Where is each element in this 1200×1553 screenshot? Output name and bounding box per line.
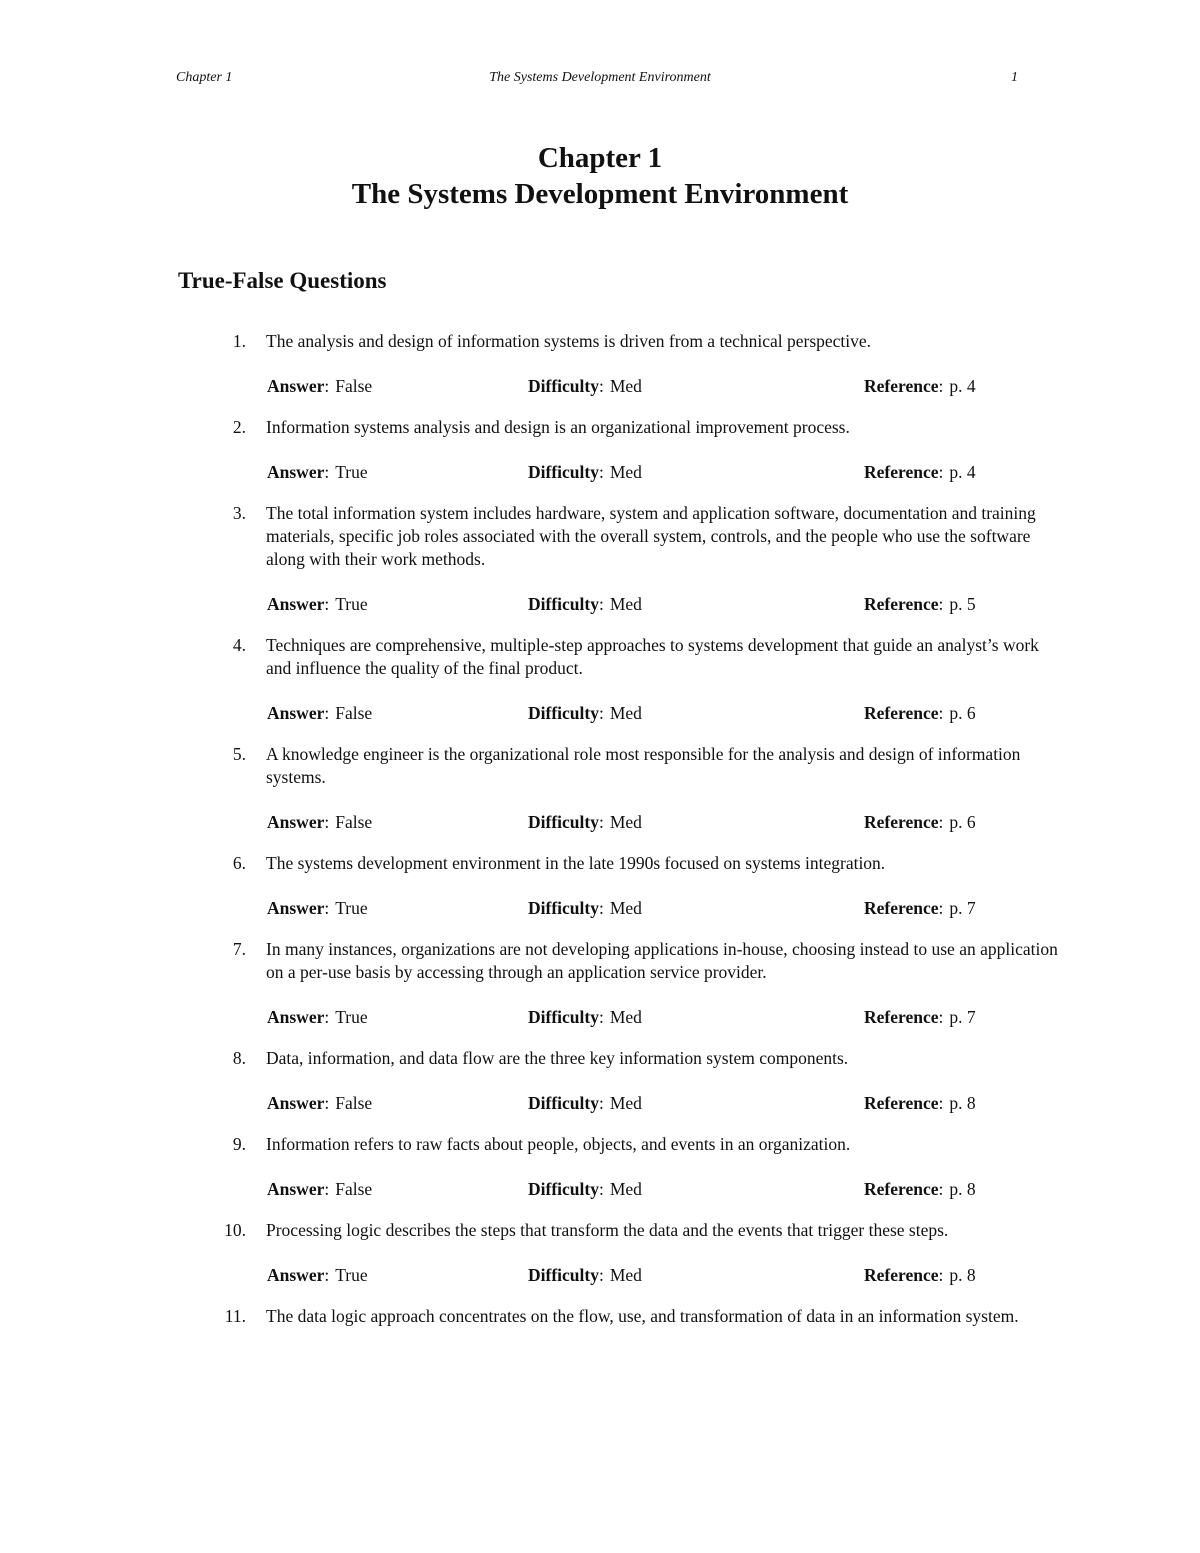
question-number: 7.	[232, 939, 246, 959]
answer-value: False	[335, 1179, 373, 1199]
question-text: The total information system includes hardware, system and application software, documentation and training materials, specific job roles associated with the overall system, controls, and the people who use the software along with their work methods.	[266, 503, 1036, 569]
reference-field	[864, 1178, 976, 1201]
colon: :	[598, 594, 604, 614]
reference-label: Reference	[864, 898, 939, 918]
difficulty-value: Med	[609, 1007, 642, 1027]
difficulty-value: Med	[609, 462, 642, 482]
answer-field	[267, 702, 372, 725]
question-item	[0, 634, 1200, 725]
answer-value: False	[335, 376, 373, 396]
difficulty-field	[528, 1092, 642, 1115]
answer-label: Answer	[267, 376, 325, 396]
section-heading: True-False Questions	[178, 268, 387, 293]
colon: :	[598, 1007, 604, 1027]
header-title: The Systems Development Environment	[489, 70, 711, 85]
colon: :	[938, 703, 944, 723]
reference-value: p. 8	[949, 1265, 976, 1285]
difficulty-field	[528, 1006, 642, 1029]
difficulty-field	[528, 375, 642, 398]
reference-field	[864, 593, 976, 616]
answer-row	[0, 897, 1200, 920]
answer-row	[0, 375, 1200, 398]
header-page-number: 1	[1011, 70, 1018, 85]
reference-value: p. 4	[949, 376, 976, 396]
answer-field	[267, 1178, 372, 1201]
question-item	[0, 416, 1200, 484]
reference-value: p. 7	[949, 1007, 976, 1027]
colon: :	[324, 1093, 330, 1113]
header-chapter: Chapter 1	[176, 70, 233, 85]
colon: :	[938, 594, 944, 614]
colon: :	[938, 812, 944, 832]
answer-label: Answer	[267, 1093, 325, 1113]
colon: :	[598, 1265, 604, 1285]
question-number: 3.	[232, 503, 246, 523]
colon: :	[598, 898, 604, 918]
question-item	[0, 330, 1200, 398]
answer-field	[267, 1006, 368, 1029]
question-item	[0, 1133, 1200, 1201]
colon: :	[324, 898, 330, 918]
colon: :	[938, 898, 944, 918]
answer-field	[267, 897, 368, 920]
difficulty-field	[528, 1178, 642, 1201]
answer-field	[267, 811, 372, 834]
difficulty-value: Med	[609, 898, 642, 918]
question-item	[0, 502, 1200, 616]
colon: :	[598, 462, 604, 482]
chapter-title	[0, 140, 1200, 212]
colon: :	[938, 462, 944, 482]
question-text: A knowledge engineer is the organizational role most responsible for the analysis and design of information systems.	[266, 744, 1021, 787]
reference-value: p. 6	[949, 812, 976, 832]
question-item	[0, 1305, 1200, 1328]
answer-value: True	[335, 1007, 368, 1027]
reference-field	[864, 1006, 976, 1029]
difficulty-label: Difficulty	[528, 1265, 599, 1285]
answer-label: Answer	[267, 1265, 325, 1285]
reference-field	[864, 702, 976, 725]
colon: :	[938, 376, 944, 396]
difficulty-label: Difficulty	[528, 1093, 599, 1113]
colon: :	[598, 376, 604, 396]
answer-row	[0, 702, 1200, 725]
reference-label: Reference	[864, 703, 939, 723]
question-text: Information systems analysis and design is an organizational improvement process.	[266, 417, 850, 437]
colon: :	[598, 812, 604, 832]
difficulty-value: Med	[609, 1265, 642, 1285]
answer-label: Answer	[267, 703, 325, 723]
difficulty-value: Med	[609, 594, 642, 614]
answer-label: Answer	[267, 898, 325, 918]
answer-field	[267, 375, 372, 398]
difficulty-field	[528, 897, 642, 920]
answer-row	[0, 593, 1200, 616]
reference-label: Reference	[864, 1093, 939, 1113]
answer-label: Answer	[267, 594, 325, 614]
question-number: 6.	[232, 853, 246, 873]
answer-value: False	[335, 703, 373, 723]
colon: :	[938, 1007, 944, 1027]
reference-field	[864, 1264, 976, 1287]
question-number: 4.	[232, 635, 246, 655]
reference-value: p. 6	[949, 703, 976, 723]
answer-field	[267, 461, 368, 484]
question-list	[0, 330, 1200, 1346]
reference-label: Reference	[864, 594, 939, 614]
reference-value: p. 5	[949, 594, 976, 614]
question-item	[0, 743, 1200, 834]
reference-value: p. 7	[949, 898, 976, 918]
colon: :	[938, 1265, 944, 1285]
colon: :	[598, 703, 604, 723]
difficulty-label: Difficulty	[528, 898, 599, 918]
question-number: 11.	[224, 1306, 246, 1326]
answer-label: Answer	[267, 1179, 325, 1199]
question-text: Processing logic describes the steps that transform the data and the events that trigger these steps.	[266, 1220, 949, 1240]
colon: :	[324, 812, 330, 832]
question-number: 8.	[232, 1048, 246, 1068]
reference-field	[864, 811, 976, 834]
difficulty-value: Med	[609, 1179, 642, 1199]
answer-row	[0, 1264, 1200, 1287]
colon: :	[324, 703, 330, 723]
question-item	[0, 1219, 1200, 1287]
question-number: 1.	[232, 331, 246, 351]
question-text: In many instances, organizations are not developing applications in-house, choosing instead to use an application on a per-use basis by accessing through an application service provider.	[266, 939, 1058, 982]
colon: :	[598, 1093, 604, 1113]
answer-row	[0, 1006, 1200, 1029]
reference-value: p. 8	[949, 1179, 976, 1199]
answer-value: True	[335, 898, 368, 918]
question-text: Techniques are comprehensive, multiple-step approaches to systems development that guide an analyst’s work and influence the quality of the final product.	[266, 635, 1039, 678]
colon: :	[324, 594, 330, 614]
answer-row	[0, 811, 1200, 834]
answer-value: False	[335, 812, 373, 832]
answer-row	[0, 1178, 1200, 1201]
reference-field	[864, 1092, 976, 1115]
chapter-title-line1: Chapter 1	[537, 142, 663, 174]
answer-value: True	[335, 1265, 368, 1285]
question-item	[0, 1047, 1200, 1115]
question-text: Information refers to raw facts about people, objects, and events in an organization.	[266, 1134, 851, 1154]
reference-value: p. 4	[949, 462, 976, 482]
answer-value: False	[335, 1093, 373, 1113]
reference-field	[864, 461, 976, 484]
difficulty-label: Difficulty	[528, 594, 599, 614]
colon: :	[938, 1093, 944, 1113]
question-item	[0, 852, 1200, 920]
question-number: 10.	[224, 1220, 246, 1240]
question-text: The data logic approach concentrates on the flow, use, and transformation of data in an information system.	[266, 1306, 1019, 1326]
difficulty-field	[528, 1264, 642, 1287]
difficulty-label: Difficulty	[528, 703, 599, 723]
colon: :	[324, 1007, 330, 1027]
question-number: 2.	[232, 417, 246, 437]
reference-label: Reference	[864, 462, 939, 482]
running-header	[176, 70, 1024, 90]
answer-row	[0, 1092, 1200, 1115]
question-text: Data, information, and data flow are the three key information system components.	[266, 1048, 849, 1068]
difficulty-label: Difficulty	[528, 812, 599, 832]
difficulty-value: Med	[609, 703, 642, 723]
colon: :	[938, 1179, 944, 1199]
difficulty-field	[528, 593, 642, 616]
question-item	[0, 938, 1200, 1029]
colon: :	[324, 1265, 330, 1285]
answer-row	[0, 461, 1200, 484]
difficulty-label: Difficulty	[528, 1179, 599, 1199]
answer-label: Answer	[267, 462, 325, 482]
difficulty-field	[528, 811, 642, 834]
question-text: The analysis and design of information systems is driven from a technical perspective.	[266, 331, 872, 351]
difficulty-label: Difficulty	[528, 376, 599, 396]
answer-value: True	[335, 462, 368, 482]
chapter-title-line2: The Systems Development Environment	[351, 178, 849, 210]
reference-label: Reference	[864, 1007, 939, 1027]
reference-label: Reference	[864, 812, 939, 832]
difficulty-value: Med	[609, 1093, 642, 1113]
difficulty-field	[528, 461, 642, 484]
reference-value: p. 8	[949, 1093, 976, 1113]
colon: :	[324, 1179, 330, 1199]
colon: :	[324, 376, 330, 396]
reference-field	[864, 897, 976, 920]
colon: :	[598, 1179, 604, 1199]
difficulty-value: Med	[609, 376, 642, 396]
reference-field	[864, 375, 976, 398]
reference-label: Reference	[864, 1265, 939, 1285]
difficulty-label: Difficulty	[528, 1007, 599, 1027]
answer-field	[267, 1264, 368, 1287]
difficulty-field	[528, 702, 642, 725]
answer-label: Answer	[267, 812, 325, 832]
difficulty-label: Difficulty	[528, 462, 599, 482]
reference-label: Reference	[864, 376, 939, 396]
difficulty-value: Med	[609, 812, 642, 832]
reference-label: Reference	[864, 1179, 939, 1199]
colon: :	[324, 462, 330, 482]
question-text: The systems development environment in the late 1990s focused on systems integration.	[266, 853, 886, 873]
answer-value: True	[335, 594, 368, 614]
answer-field	[267, 1092, 372, 1115]
answer-label: Answer	[267, 1007, 325, 1027]
answer-field	[267, 593, 368, 616]
question-number: 9.	[232, 1134, 246, 1154]
question-number: 5.	[232, 744, 246, 764]
